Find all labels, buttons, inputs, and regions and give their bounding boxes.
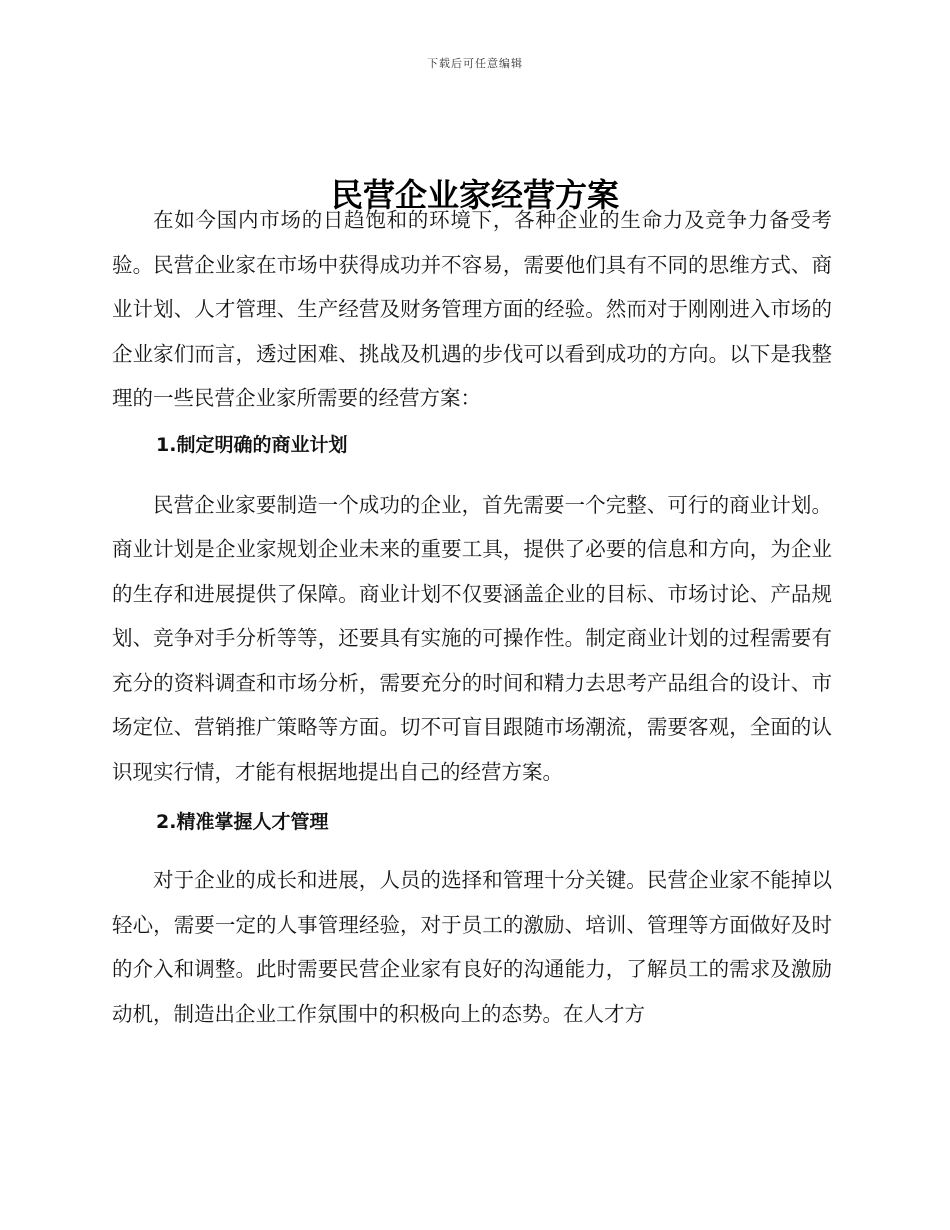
- section-heading-business-plan: 1.制定明确的商业计划: [156, 433, 348, 456]
- section-body-business-plan: 民营企业家要制造一个成功的企业，首先需要一个完整、可行的商业计划。商业计划是企业家规划企业未来的重要工具，提供了必要的信息和方向，为企业的生存和进展提供了保障。商业计划不仅要涵盖企业的目标、市场讨论、产品规划、竞争对手分析等等，还要具有实施的可操作性。制定商业计划的过程需要有充分的资料调查和市场分析，需要充分的时间和精力去思考产品组合的设计、市场定位、营销推广策略等方面。切不可盲目跟随市场潮流，需要客观，全面的认识现实行情，才能有根据地提出自己的经营方案。: [112, 492, 832, 784]
- document-title: 民营企业家经营方案: [330, 176, 619, 215]
- page-header-note: 下载后可任意编辑: [427, 57, 523, 70]
- section-heading-talent-management: 2.精准掌握人才管理: [156, 811, 329, 833]
- section-body-talent-management: 对于企业的成长和进展，人员的选择和管理十分关键。民营企业家不能掉以轻心，需要一定的人事管理经验，对于员工的激励、培训、管理等方面做好及时的介入和调整。此时需要民营企业家有良好的沟通能力，了解员工的需求及激励动机，制造出企业工作氛围中的积极向上的态势。在人才方: [112, 868, 832, 1026]
- intro-paragraph: 在如今国内市场的日趋饱和的环境下，各种企业的生命力及竞争力备受考验。民营企业家在市场中获得成功并不容易，需要他们具有不同的思维方式、商业计划、人才管理、生产经营及财务管理方面的经验。然而对于刚刚进入市场的企业家们而言，透过困难、挑战及机遇的步伐可以看到成功的方向。以下是我整理的一些民营企业家所需要的经营方案：: [112, 208, 832, 410]
- document-body: [112, 198, 832, 1036]
